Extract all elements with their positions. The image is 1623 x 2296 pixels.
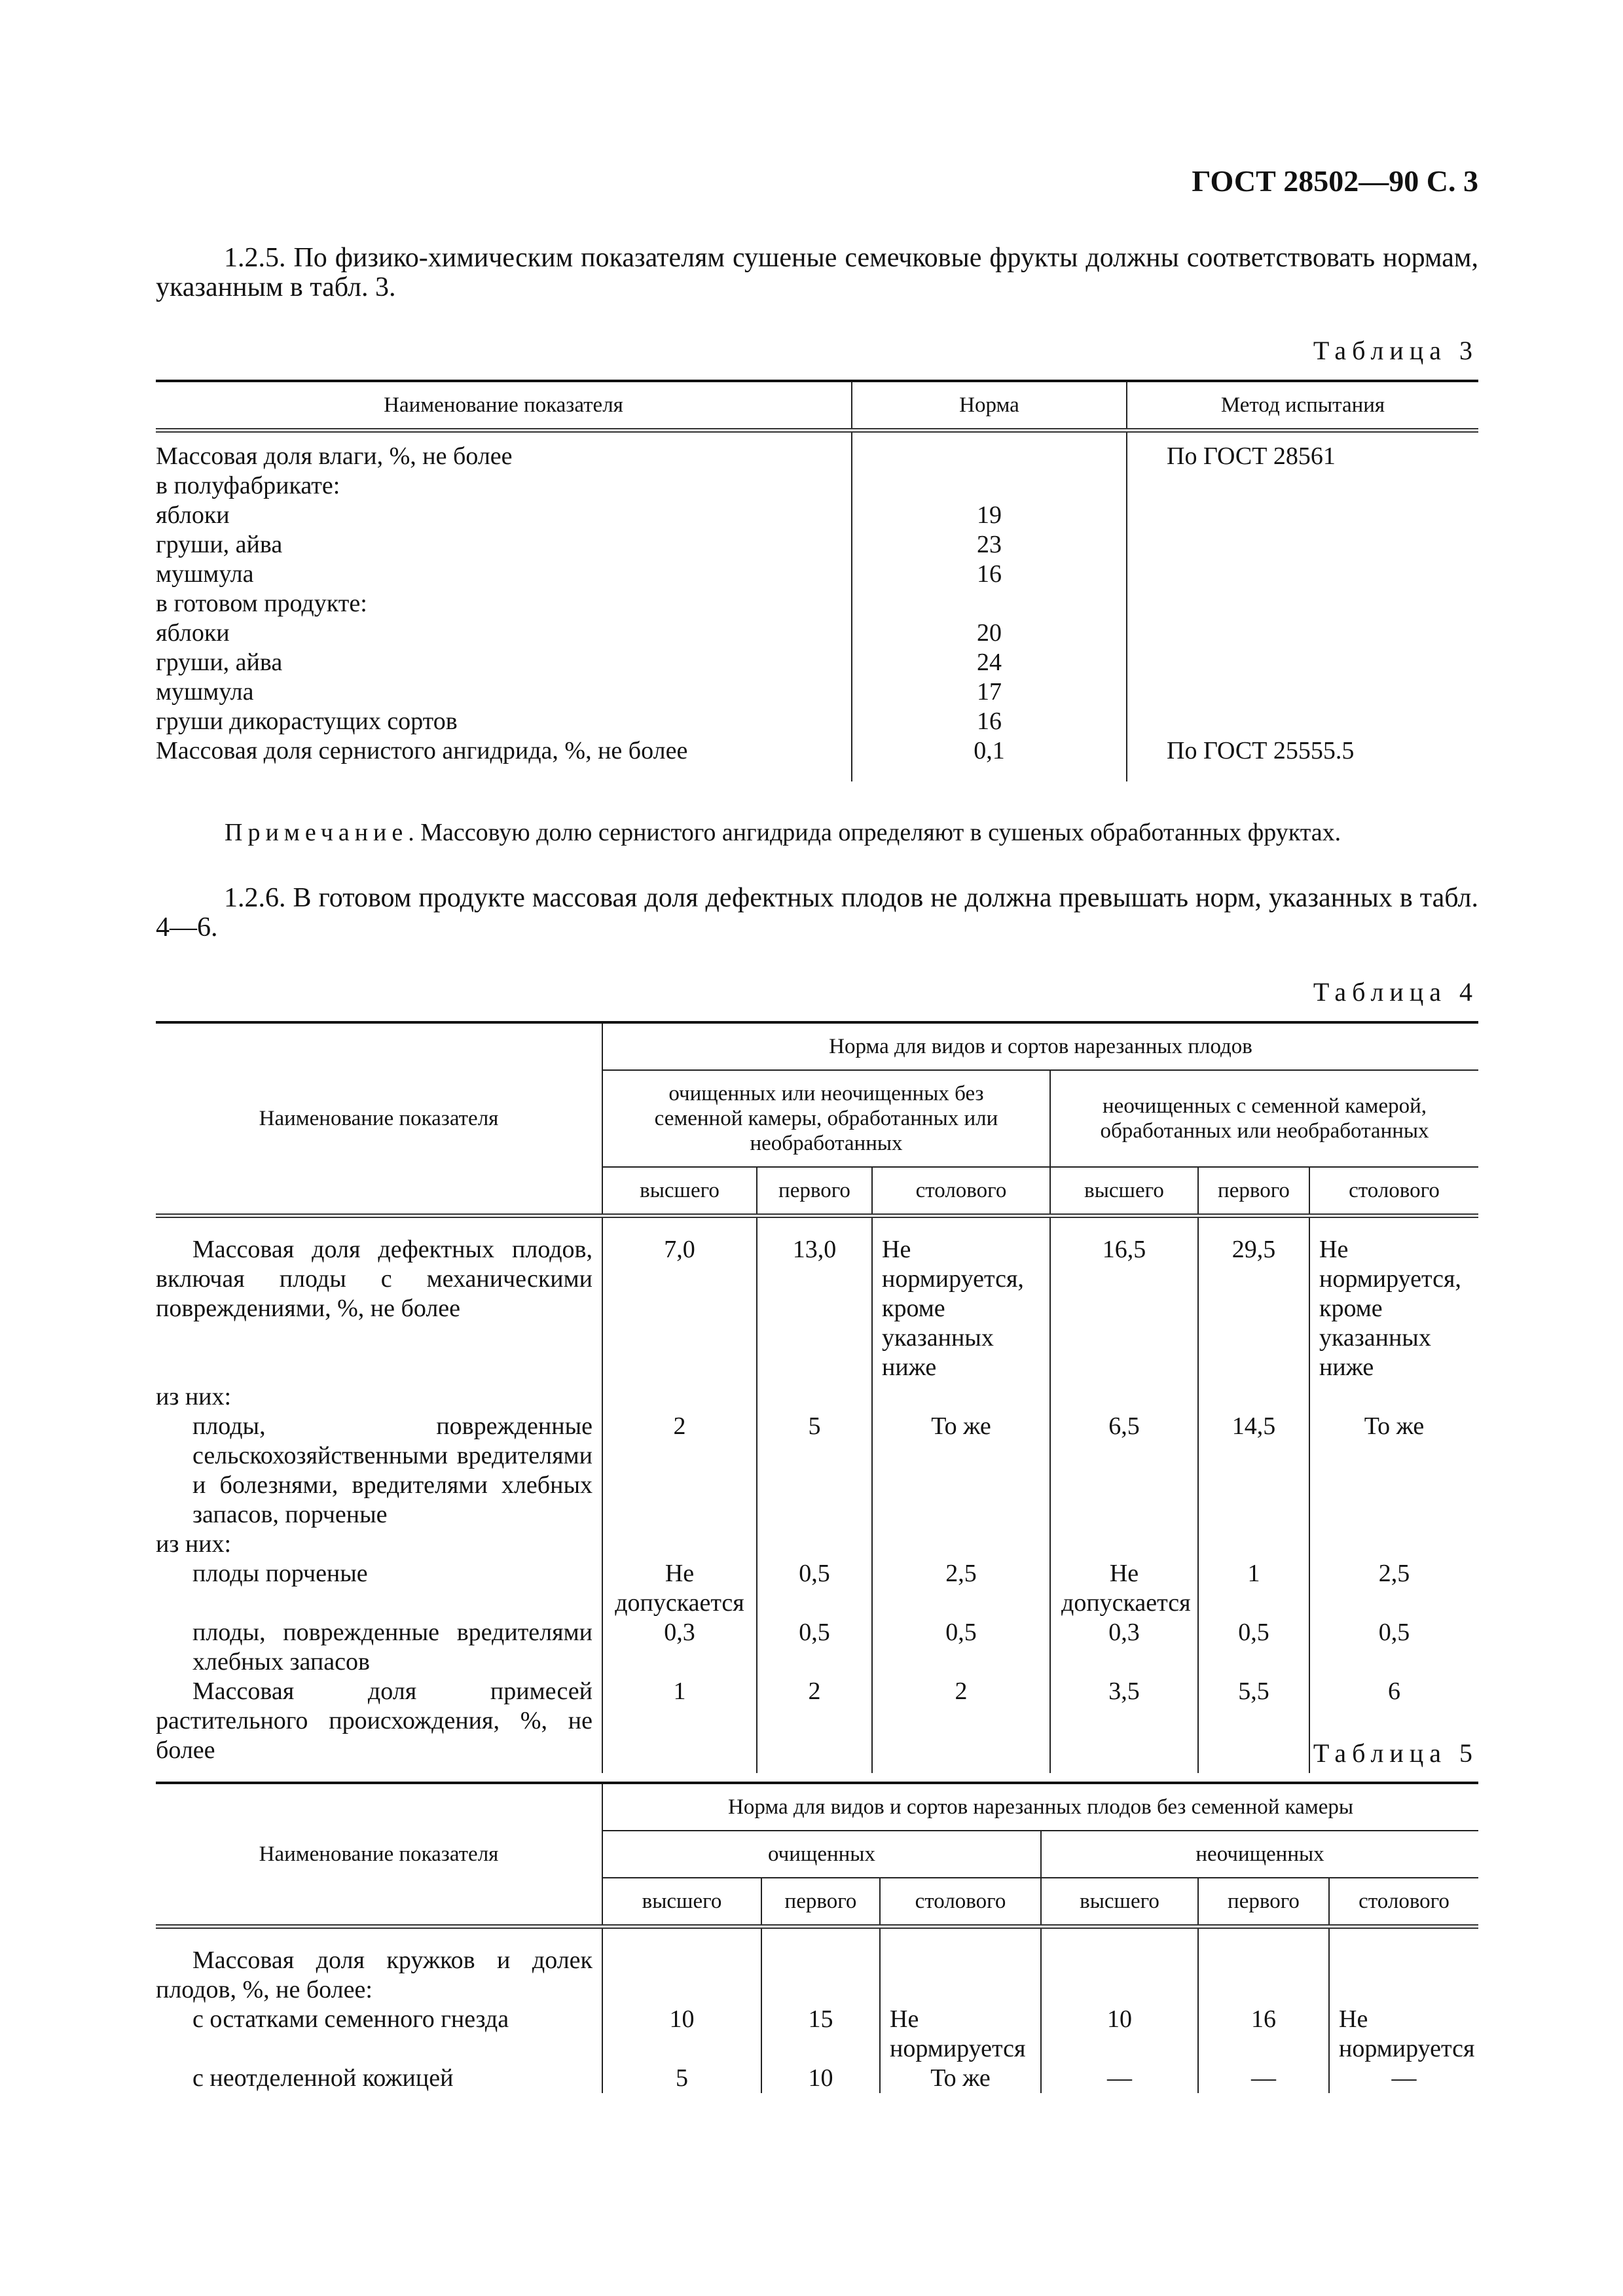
table-row: плоды, поврежденные вредителями хлебных запасов 0,3 0,5 0,5 0,3 0,5 0,5	[156, 1618, 1478, 1677]
table-row: с неотделенной кожицей 5 10 То же — — —	[156, 2064, 1478, 2093]
t3-col-name: Наименование показателя	[384, 393, 623, 417]
t4-grade-table-2: столового	[1309, 1167, 1478, 1216]
table-row: плоды порченые Не допускается 0,5 2,5 Не допускается 1 2,5	[156, 1559, 1478, 1618]
table-row: в полуфабрикате:	[156, 471, 1478, 501]
table-row: мушмула 17	[156, 677, 1478, 707]
t4-subgroup-1: очищенных или неочищенных без семенной камеры, обработанных или необработанных	[602, 1070, 1050, 1167]
table-row: яблоки 20	[156, 619, 1478, 648]
t3-col-method: Метод испытания	[1127, 381, 1478, 431]
table-row: из них:	[156, 1530, 1478, 1559]
page-header: ГОСТ 28502—90 С. 3	[1192, 164, 1478, 198]
table-row: груши, айва 24	[156, 648, 1478, 677]
table-row: плоды, поврежденные сельскохозяйственными вредителями и болезнями, вредителями хлебных запасов, порченые 2 5 То же 6,5 14,5 То же	[156, 1412, 1478, 1530]
t5-subgroup-1: очищенных	[602, 1831, 1041, 1878]
table3-note: Примечание. Массовую долю сернистого ангидрида определяют в сушеных обработанных фруктах.	[225, 819, 1341, 846]
t4-group-header: Норма для видов и сортов нарезанных плодов	[602, 1022, 1478, 1070]
table-row: Массовая доля примесей растительного происхождения, %, не более 1 2 2 3,5 5,5 6	[156, 1677, 1478, 1773]
paragraph-1-2-5: 1.2.5. По физико-химическим показателям сушеные семечковые фрукты должны соответствовать нормам, указанным в табл. 3.	[156, 243, 1478, 302]
t5-grade-first-2: первого	[1198, 1878, 1329, 1927]
table3-caption: Таблица 3	[1313, 336, 1478, 365]
t5-grade-highest-2: высшего	[1041, 1878, 1198, 1927]
table-row: в готовом продукте:	[156, 589, 1478, 619]
t5-grade-highest-1: высшего	[602, 1878, 761, 1927]
table-row: мушмула 16	[156, 560, 1478, 589]
table-row: Массовая доля сернистого ангидрида, %, не более 0,1 По ГОСТ 25555.5	[156, 736, 1478, 781]
t4-grade-first-1: первого	[757, 1167, 872, 1216]
table-row: груши, айва 23	[156, 530, 1478, 560]
table4-caption: Таблица 4	[1313, 977, 1478, 1007]
t5-col-name: Наименование показателя	[156, 1783, 602, 1927]
t5-subgroup-2: неочищенных	[1041, 1831, 1478, 1878]
t4-grade-table-1: столового	[872, 1167, 1050, 1216]
table-5	[156, 1782, 1478, 2093]
t3-col-norm: Норма	[852, 381, 1127, 431]
t4-subgroup-2: неочищенных с семенной камерой, обработанных или необработанных	[1050, 1070, 1478, 1167]
t5-grade-table-2: столового	[1329, 1878, 1478, 1927]
table-row: Массовая доля кружков и долек плодов, %, не более:	[156, 1927, 1478, 2005]
t5-group-header: Норма для видов и сортов нарезанных плодов без семенной камеры	[602, 1783, 1478, 1831]
table-4	[156, 1021, 1478, 1773]
t4-grade-highest-1: высшего	[602, 1167, 757, 1216]
table-row: груши дикорастущих сортов 16	[156, 707, 1478, 736]
table-row: с остатками семенного гнезда 10 15 Не нормируется 10 16 Не нормируется	[156, 2005, 1478, 2064]
table5-caption: Таблица 5	[1313, 1738, 1478, 1768]
table-row: Массовая доля влаги, %, не более По ГОСТ 28561	[156, 431, 1478, 472]
t4-grade-first-2: первого	[1198, 1167, 1309, 1216]
table-row: Массовая доля дефектных плодов, включая плоды с механическими повреждениями, %, не более 7,0 13,0 Не нормируется, кроме указанных ниже 16,5 29,5 Не нормируется, кроме указанных ниже	[156, 1216, 1478, 1383]
t4-col-name: Наименование показателя	[156, 1022, 602, 1216]
table-row: яблоки 19	[156, 501, 1478, 530]
table-3	[156, 380, 1478, 781]
paragraph-1-2-6: 1.2.6. В готовом продукте массовая доля дефектных плодов не должна превышать норм, указанных в табл. 4—6.	[156, 883, 1478, 942]
table-row: из них:	[156, 1382, 1478, 1412]
t5-grade-first-1: первого	[761, 1878, 880, 1927]
t4-grade-highest-2: высшего	[1050, 1167, 1198, 1216]
t5-grade-table-1: столового	[880, 1878, 1041, 1927]
